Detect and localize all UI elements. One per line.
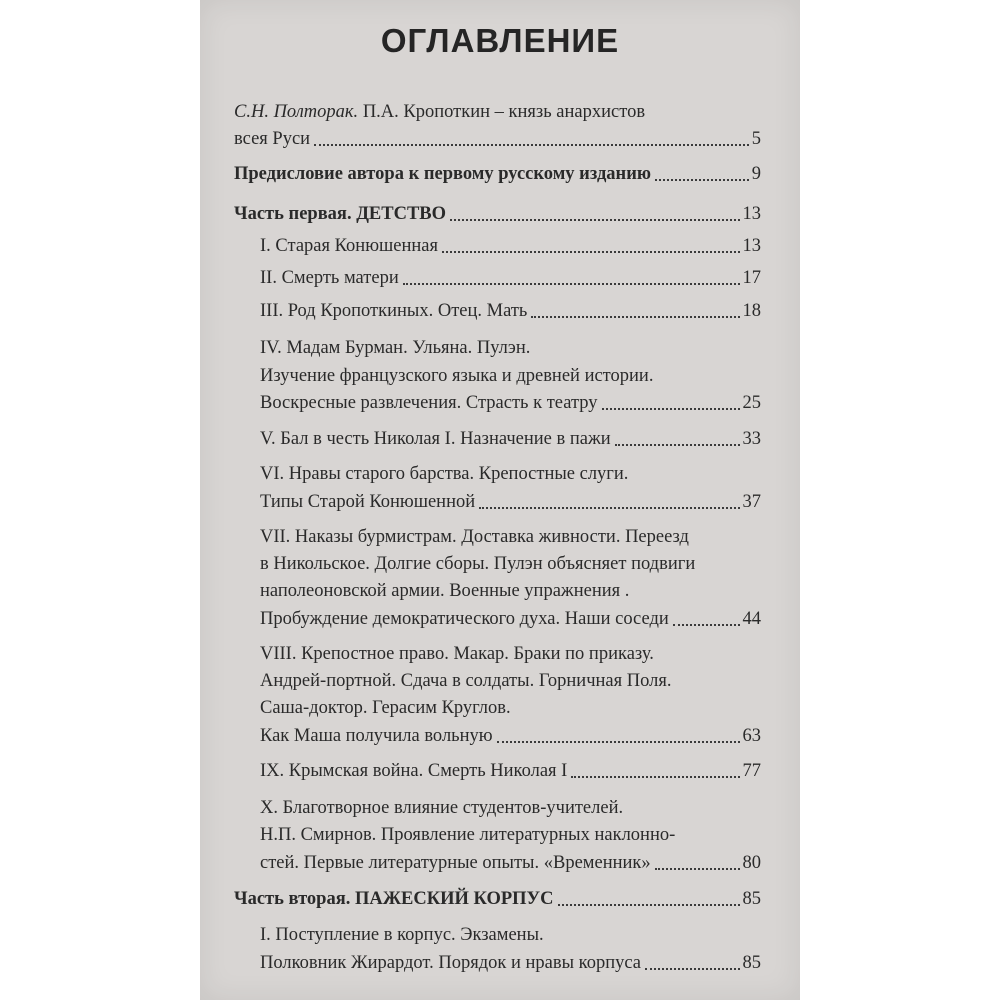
toc-entry-p2ch1: [260, 917, 761, 947]
toc-entry-ch8-cont2: [260, 690, 761, 720]
leader-dots: [442, 251, 740, 253]
page-number: 85: [742, 889, 761, 909]
leader-dots: [497, 741, 740, 743]
chapter-title-line4: Как Маша получила вольную: [260, 726, 493, 746]
page-number: 77: [742, 761, 761, 781]
leader-dots: [673, 624, 740, 626]
leader-dots: [531, 316, 739, 318]
toc-entry-ch4-cont: [260, 358, 761, 388]
toc-entry-part1: [234, 196, 761, 226]
toc-entry-ch2: [260, 260, 761, 290]
chapter-title-line1: VII. Наказы бурмистрам. Доставка живности. Переезд: [260, 527, 689, 547]
part1-title: Часть первая. ДЕТСТВО: [234, 204, 447, 224]
toc-entry-ch1: [260, 228, 761, 258]
chapter-title-line1: IV. Мадам Бурман. Ульяна. Пулэн.: [260, 338, 531, 358]
toc-entry-ch7-cont2: [260, 573, 761, 603]
toc-entry-ch6: [260, 456, 761, 486]
toc-entry-ch9: [260, 753, 761, 783]
chapter-title-line1: I. Поступление в корпус. Экзамены.: [260, 925, 544, 945]
chapter-title-line3: наполеоновской армии. Военные упражнения .: [260, 581, 630, 601]
leader-dots: [645, 968, 739, 970]
toc-entry-ch10-cont: [260, 817, 761, 847]
chapter-title-line2: Полковник Жирардот. Порядок и нравы корпуса: [260, 953, 642, 973]
page-number: 33: [742, 429, 761, 449]
chapter-title-line3: Воскресные развлечения. Страсть к театру: [260, 393, 598, 413]
toc-entry-ch4-end: [260, 385, 761, 415]
page-number: 13: [742, 236, 761, 256]
part2-title: Часть вторая. ПАЖЕСКИЙ КОРПУС: [234, 889, 554, 909]
page-number: 37: [742, 492, 761, 512]
toc-entry-ch10-end: [260, 845, 761, 875]
chapter-title-line1: VI. Нравы старого барства. Крепостные слуги.: [260, 464, 629, 484]
page-number: 17: [742, 268, 761, 288]
page-number: 80: [742, 853, 761, 873]
intro-author: С.Н. Полторак.: [234, 102, 359, 122]
page-number: 13: [742, 204, 761, 224]
leader-dots: [479, 507, 739, 509]
toc-entry-ch8-cont1: [260, 663, 761, 693]
toc-entry-intro-cont: [234, 121, 761, 151]
page-number: 44: [742, 609, 761, 629]
page-number: 25: [742, 393, 761, 413]
chapter-title-line2: Изучение французского языка и древней истории.: [260, 366, 654, 386]
leader-dots: [403, 283, 740, 285]
page-title: ОГЛАВЛЕНИЕ: [380, 22, 620, 59]
toc-entry-ch8: [260, 636, 761, 666]
chapter-title-line4: Пробуждение демократического духа. Наши соседи: [260, 609, 669, 629]
toc-entry-ch7-end: [260, 601, 761, 631]
toc-entry-ch8-end: [260, 718, 761, 748]
chapter-title-line3: Саша-доктор. Герасим Круглов.: [260, 698, 511, 718]
toc-entry-ch6-end: [260, 484, 761, 514]
toc-entry-ch3: [260, 293, 761, 323]
chapter-title-line2: Андрей-портной. Сдача в солдаты. Горничная Поля.: [260, 671, 672, 691]
chapter-title-line2: в Никольское. Долгие сборы. Пулэн объясняет подвиги: [260, 554, 696, 574]
page-number: 9: [751, 164, 761, 184]
leader-dots: [655, 868, 740, 870]
toc-entry-ch5: [260, 421, 761, 451]
leader-dots: [450, 219, 739, 221]
chapter-title: II. Смерть матери: [260, 268, 399, 288]
leader-dots: [615, 444, 740, 446]
preface-title: Предисловие автора к первому русскому изданию: [234, 164, 652, 184]
intro-title-line1: П.А. Кропоткин – князь анархистов: [358, 102, 646, 122]
toc-entry-ch4: [260, 330, 761, 360]
leader-dots: [558, 904, 740, 906]
chapter-title-line2: Н.П. Смирнов. Проявление литературных наклонно-: [260, 825, 676, 845]
page-number: 5: [751, 129, 761, 149]
leader-dots: [655, 179, 749, 181]
chapter-title: I. Старая Конюшенная: [260, 236, 438, 256]
toc-entry-ch7: [260, 519, 761, 549]
chapter-title-line3: стей. Первые литературные опыты. «Временник»: [260, 853, 651, 873]
toc-entry-p2ch1-end: [260, 945, 761, 975]
toc-entry-preface: [234, 156, 761, 186]
leader-dots: [571, 776, 739, 778]
chapter-title: V. Бал в честь Николая I. Назначение в пажи: [260, 429, 611, 449]
leader-dots: [314, 144, 749, 146]
chapter-title-line2: Типы Старой Конюшенной: [260, 492, 476, 512]
toc-entry-ch7-cont1: [260, 546, 761, 576]
page-number: 18: [742, 301, 761, 321]
chapter-title: IX. Крымская война. Смерть Николая I: [260, 761, 568, 781]
chapter-title-line1: X. Благотворное влияние студентов-учителей.: [260, 798, 624, 818]
toc-entry-part2: [234, 881, 761, 911]
book-page: [200, 0, 800, 1000]
chapter-title: III. Род Кропоткиных. Отец. Мать: [260, 301, 528, 321]
toc-entry-intro: [234, 94, 761, 124]
toc-entry-ch10: [260, 790, 761, 820]
chapter-title-line1: VIII. Крепостное право. Макар. Браки по приказу.: [260, 644, 654, 664]
page-number: 85: [742, 953, 761, 973]
intro-title-line2: всея Руси: [234, 129, 311, 149]
leader-dots: [602, 408, 740, 410]
page-number: 63: [742, 726, 761, 746]
